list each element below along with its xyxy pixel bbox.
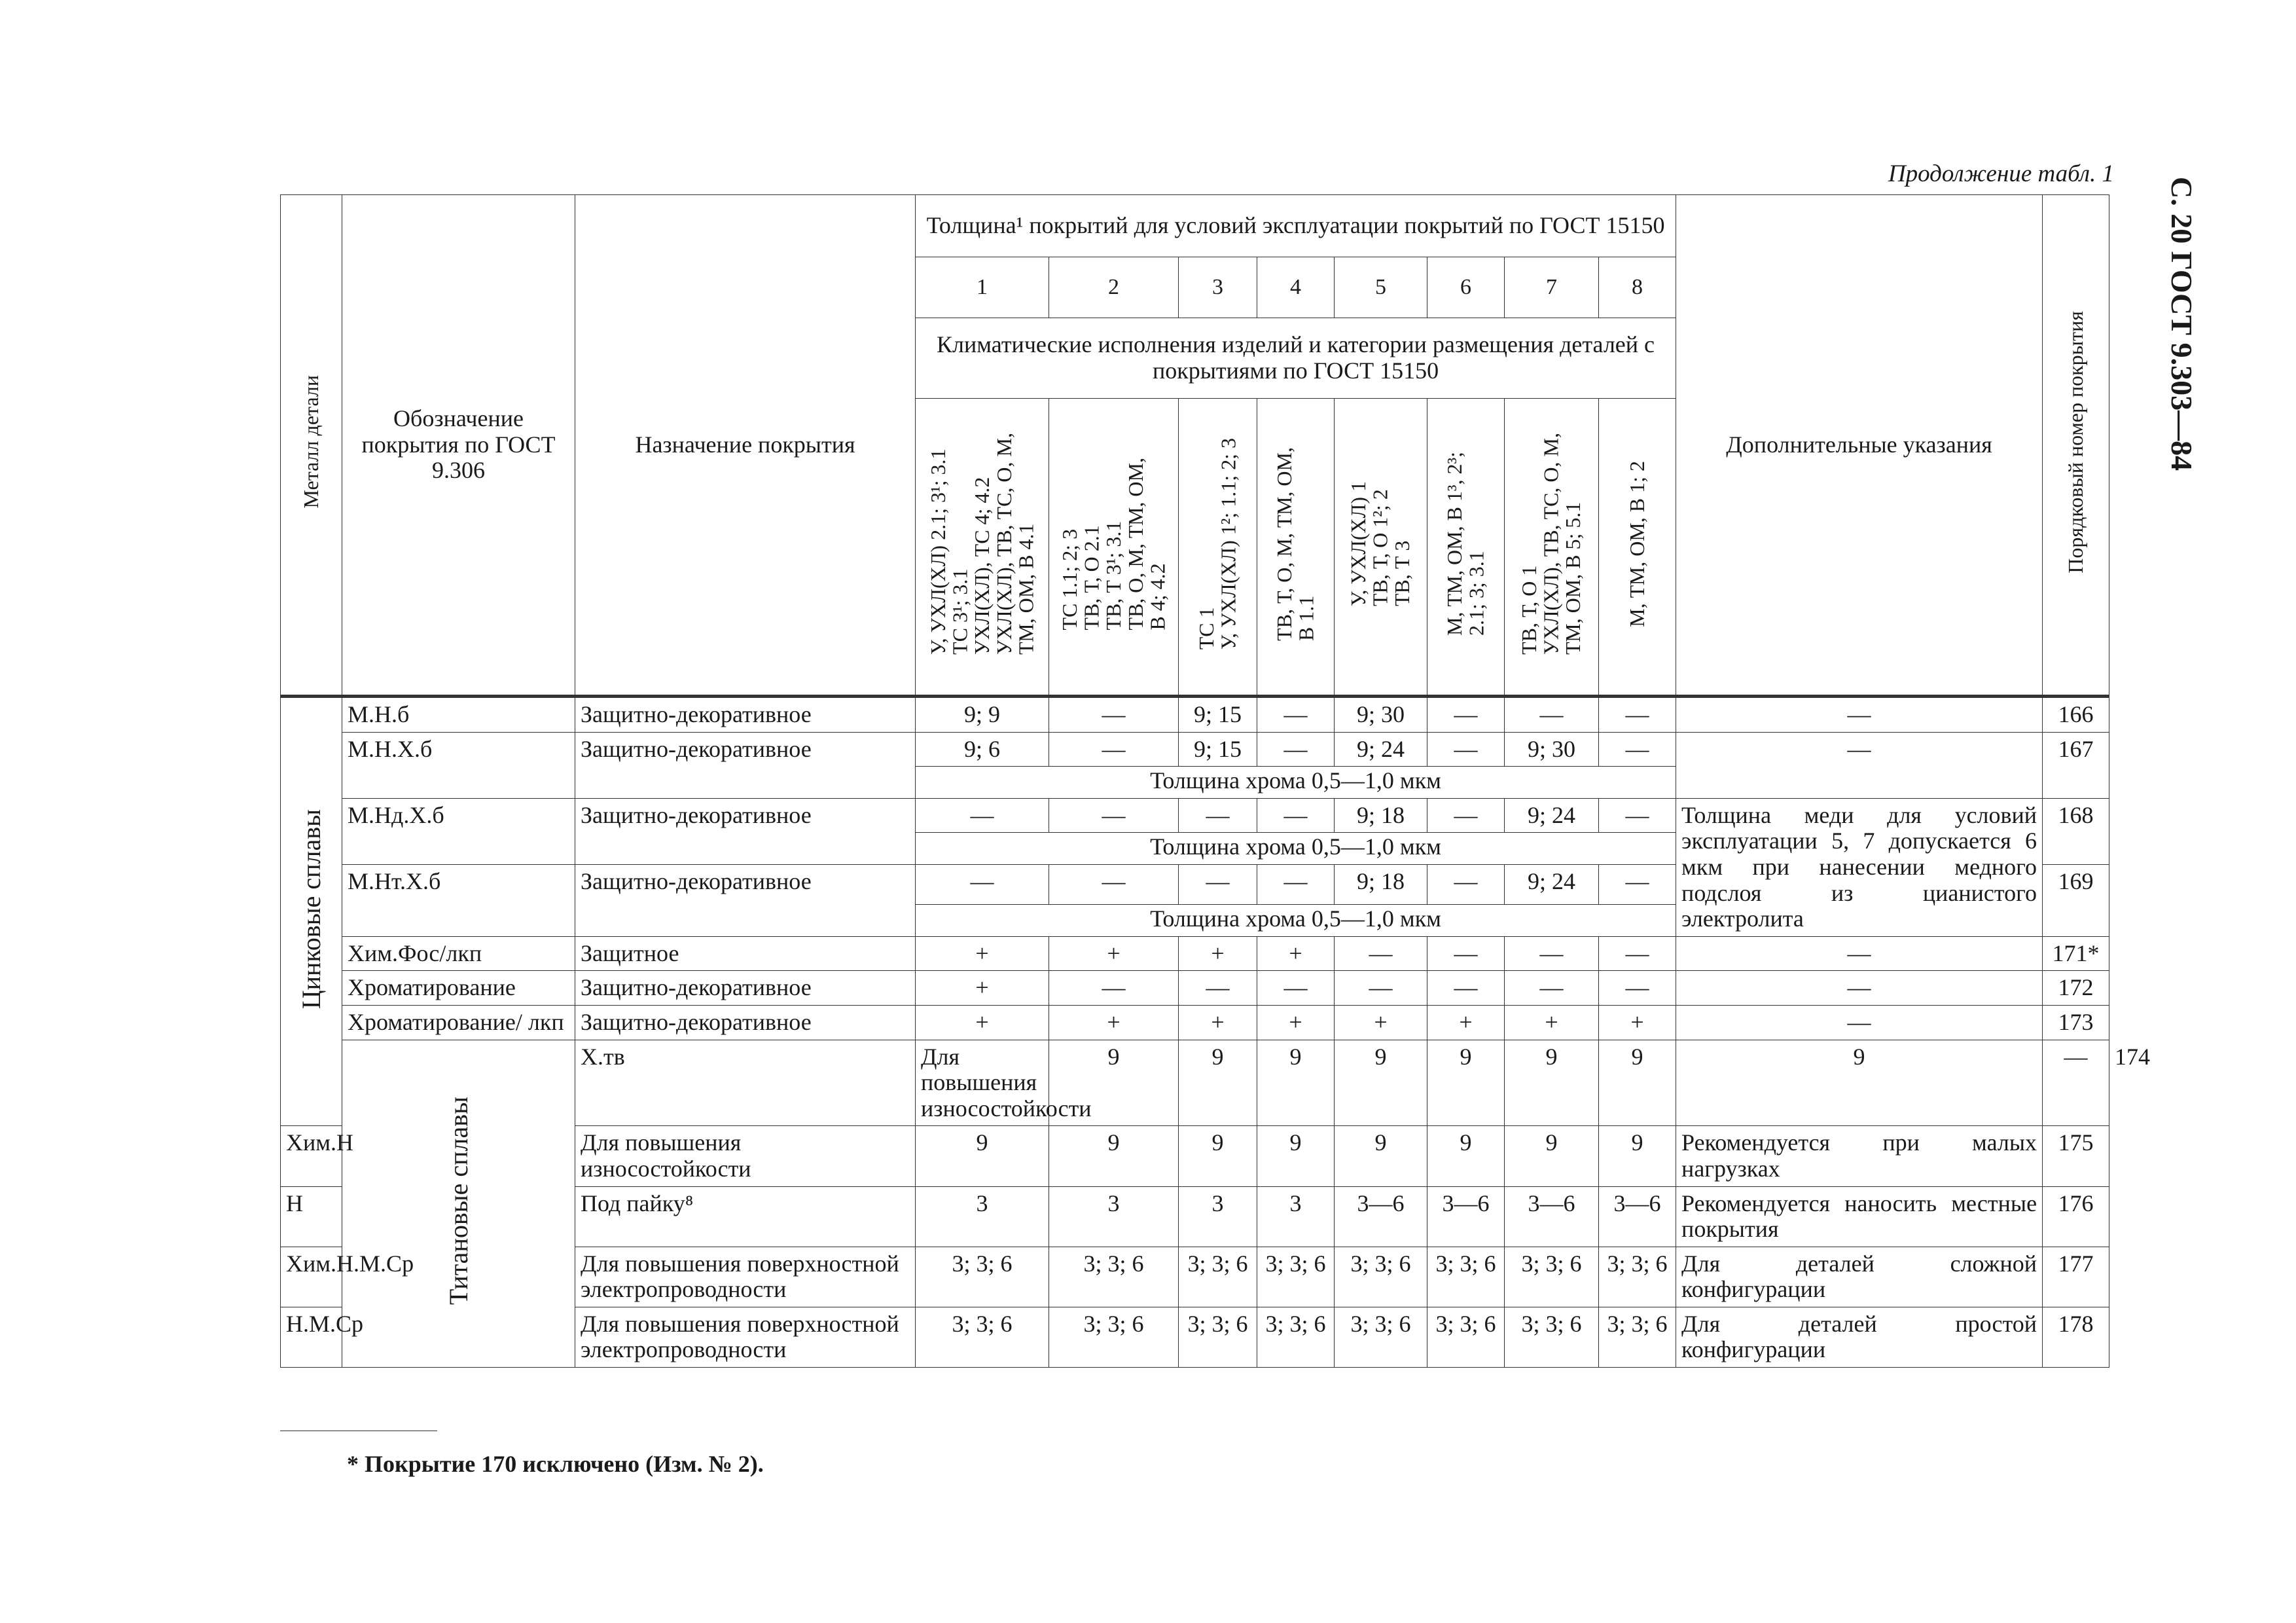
row-value: 3; 3; 6 [1049,1307,1179,1367]
row-value: 9 [1335,1040,1427,1126]
row-value: 9; 24 [1335,732,1427,767]
row-value: 9; 9 [916,697,1049,733]
row-notes: — [1676,1005,2043,1040]
row-value: — [1599,798,1676,833]
row-designation: Х.тв [575,1040,916,1126]
table-row [281,936,2109,971]
row-designation: М.Нд.Х.б [342,798,575,864]
row-notes: — [1676,936,2043,971]
condition-8: 8 [1599,257,1676,318]
header-thickness-group: Толщина¹ покрытий для условий эксплуатации покрытий по ГОСТ 15150 [916,195,1676,257]
table-row [281,798,2109,833]
row-value: — [1257,732,1335,767]
row-value: 3—6 [1335,1186,1427,1247]
row-value: 9; 15 [1179,697,1257,733]
row-value: 9; 24 [1505,798,1599,833]
row-value: 3; 3; 6 [1179,1247,1257,1307]
row-number: 169 [2043,864,2109,936]
row-value: 3; 3; 6 [1599,1307,1676,1367]
row-value: 3 [1179,1186,1257,1247]
row-notes: — [2043,1040,2109,1126]
row-value: 9 [1427,1126,1505,1186]
row-purpose: Защитно-декоративное [575,1005,916,1040]
row-value: 3; 3; 6 [916,1247,1049,1307]
row-value: 3; 3; 6 [1049,1247,1179,1307]
header-number: Порядковый номер покрытия [2043,195,2109,697]
row-value: 3; 3; 6 [1427,1307,1505,1367]
row-value: + [1049,1005,1179,1040]
row-designation: Хроматирование [342,971,575,1006]
row-value: 9 [1257,1040,1335,1126]
row-designation: Хим.Фос/лкп [342,936,575,971]
row-value: — [1505,697,1599,733]
row-value: — [1505,936,1599,971]
row-value: — [1049,697,1179,733]
row-designation: Хим.Н [281,1126,342,1186]
row-value: — [1427,798,1505,833]
row-value: + [1599,1005,1676,1040]
row-number: 177 [2043,1247,2109,1307]
condition-4: 4 [1257,257,1335,318]
row-value: 3—6 [1427,1186,1505,1247]
row-value: 9; 24 [1505,864,1599,904]
row-value: — [1049,798,1179,833]
row-value: + [1335,1005,1427,1040]
row-value: 3; 3; 6 [1257,1247,1335,1307]
row-value: — [1427,864,1505,904]
row-value: 9; 18 [1335,864,1427,904]
row-value: 9; 15 [1179,732,1257,767]
table-row [281,732,2109,767]
row-value: + [1049,936,1179,971]
footnote: * Покрытие 170 исключено (Изм. № 2). [347,1451,764,1477]
row-value: 3 [1257,1186,1335,1247]
condition-2: 2 [1049,257,1179,318]
row-value: + [916,1005,1049,1040]
row-value: — [1257,697,1335,733]
climatic-col-5: У, УХЛ(ХЛ) 1 ТВ, Т, О 1²; 2 ТВ, Т 3 [1335,399,1427,697]
row-value: 9 [1505,1040,1599,1126]
row-value: — [1427,936,1505,971]
chrome-thickness-note: Толщина хрома 0,5—1,0 мкм [916,905,1676,937]
row-value: 9; 6 [916,732,1049,767]
row-value: — [1179,864,1257,904]
row-value: + [1257,1005,1335,1040]
row-purpose: Защитное [575,936,916,971]
header-designation: Обозначение покрытия по ГОСТ 9.306 [342,195,575,697]
row-value: + [1427,1005,1505,1040]
row-value: — [916,864,1049,904]
row-value: + [916,936,1049,971]
row-designation: Н.М.Ср [281,1307,342,1367]
condition-5: 5 [1335,257,1427,318]
row-purpose: Для повышения износостойкости [575,1126,916,1186]
group-zinc: Цинковые сплавы [281,697,342,1126]
row-value: 9 [1049,1040,1179,1126]
row-value: 9; 18 [1335,798,1427,833]
table-continuation-label: Продолжение табл. 1 [1888,160,2114,187]
row-value: — [1427,697,1505,733]
row-value: + [1257,936,1335,971]
chrome-thickness-note: Толщина хрома 0,5—1,0 мкм [916,767,1676,799]
table-row: Титановые сплавы Х.тв Для повышения износостойкости 9 9 9 9 9 9 9 9 — 174 [281,1040,2109,1126]
row-value: — [1049,864,1179,904]
row-value: — [1335,971,1427,1006]
row-notes: Для деталей сложной конфигурации [1676,1247,2043,1307]
table-row [281,1005,2109,1040]
row-value: 3; 3; 6 [1505,1247,1599,1307]
row-notes: — [1676,697,2043,733]
row-value: 9 [1335,1126,1427,1186]
row-value: — [1505,971,1599,1006]
row-purpose: Защитно-декоративное [575,864,916,936]
row-value: 9 [1599,1040,1676,1126]
climatic-col-2: ТС 1.1; 2; 3 ТВ, Т, О 2.1 ТВ, Т 3¹; 3.1 ТВ, О, М, ТМ, ОМ, В 4; 4.2 [1049,399,1179,697]
row-value: — [1179,971,1257,1006]
group-titanium: Титановые сплавы [342,1040,575,1368]
row-number: 166 [2043,697,2109,733]
row-value: 3; 3; 6 [1427,1247,1505,1307]
header-purpose: Назначение покрытия [575,195,916,697]
row-designation: Н [281,1186,342,1247]
row-purpose: Защитно-декоративное [575,971,916,1006]
row-purpose: Для повышения поверхностной электропроводности [575,1247,916,1307]
row-value: — [1599,936,1676,971]
row-value: — [1427,732,1505,767]
header-notes: Дополнительные указания [1676,195,2043,697]
condition-7: 7 [1505,257,1599,318]
row-number: 171* [2043,936,2109,971]
climatic-col-7: ТВ, Т, О 1 УХЛ(ХЛ), ТВ, ТС, О, М, ТМ, ОМ, В 5; 5.1 [1505,399,1599,697]
climatic-col-6: М, ТМ, ОМ, В 1³, 2³; 2.1; 3; 3.1 [1427,399,1505,697]
row-designation: Хроматирование/ лкп [342,1005,575,1040]
row-value: — [1257,798,1335,833]
row-value: + [1179,936,1257,971]
row-value: 3; 3; 6 [1179,1307,1257,1367]
condition-3: 3 [1179,257,1257,318]
row-value: 3; 3; 6 [1335,1307,1427,1367]
row-value: 3; 3; 6 [1257,1307,1335,1367]
header-metal: Металл детали [281,195,342,697]
row-value: — [1599,697,1676,733]
row-value: — [1599,864,1676,904]
row-value: 9 [1049,1126,1179,1186]
row-value: 9 [1676,1040,2043,1126]
row-number: 167 [2043,732,2109,798]
row-value: 9; 30 [1335,697,1427,733]
row-number: 168 [2043,798,2109,864]
copper-thickness-note: Толщина меди для условий эксплуатации 5, 7 допускается 6 мкм при нанесении медного подслоя из цианистого электролита [1676,798,2043,936]
row-value: + [1179,1005,1257,1040]
row-value: — [1257,971,1335,1006]
row-value: — [1049,732,1179,767]
row-value: 9 [1179,1126,1257,1186]
row-value: 9 [1505,1126,1599,1186]
row-number: 173 [2043,1005,2109,1040]
running-head: С. 20 ГОСТ 9.303—84 [2165,177,2198,471]
chrome-thickness-note: Толщина хрома 0,5—1,0 мкм [916,833,1676,865]
row-number: 178 [2043,1307,2109,1367]
row-number: 176 [2043,1186,2109,1247]
header-climatic: Климатические исполнения изделий и категории размещения деталей с покрытиями по ГОСТ 15150 [916,318,1676,399]
climatic-col-4: ТВ, Т, О, М, ТМ, ОМ, В 1.1 [1257,399,1335,697]
row-value: 3—6 [1505,1186,1599,1247]
row-purpose: Защитно-декоративное [575,732,916,798]
table-row [281,697,2109,733]
row-value: — [1257,864,1335,904]
row-purpose: Защитно-декоративное [575,697,916,733]
row-designation: М.Нт.Х.б [342,864,575,936]
row-value: — [1179,798,1257,833]
row-value: 3; 3; 6 [916,1307,1049,1367]
row-designation: Хим.Н.М.Ср [281,1247,342,1307]
row-value: 3 [1049,1186,1179,1247]
climatic-col-8: М, ТМ, ОМ, В 1; 2 [1599,399,1676,697]
coating-table [280,194,2151,1368]
row-purpose: Под пайку⁸ [575,1186,916,1247]
condition-1: 1 [916,257,1049,318]
row-designation: М.Н.б [342,697,575,733]
climatic-col-3: ТС 1 У, УХЛ(ХЛ) 1²; 1.1; 2; 3 [1179,399,1257,697]
row-value: — [1599,971,1676,1006]
climatic-col-1: У, УХЛ(ХЛ) 2.1; 3¹; 3.1 ТС 3¹; 3.1 УХЛ(ХЛ), ТС 4; 4.2 УХЛ(ХЛ), ТВ, ТС, О, М, ТМ, ОМ, В 4.1 [916,399,1049,697]
row-value: — [1599,732,1676,767]
row-value: 3 [916,1186,1049,1247]
row-purpose: Для повышения износостойкости [916,1040,1049,1126]
row-value: 9; 30 [1505,732,1599,767]
row-value: 3—6 [1599,1186,1676,1247]
row-number: 172 [2043,971,2109,1006]
row-value: 9 [1257,1126,1335,1186]
row-value: + [916,971,1049,1006]
row-purpose: Защитно-декоративное [575,798,916,864]
row-notes: Для деталей простой конфигурации [1676,1307,2043,1367]
condition-6: 6 [1427,257,1505,318]
row-value: 3; 3; 6 [1599,1247,1676,1307]
row-value: + [1505,1005,1599,1040]
row-value: 3; 3; 6 [1335,1247,1427,1307]
row-notes: — [1676,732,2043,798]
row-value: 9 [1599,1126,1676,1186]
row-number: 175 [2043,1126,2109,1186]
row-notes: — [1676,971,2043,1006]
row-value: — [1427,971,1505,1006]
row-value: — [1049,971,1179,1006]
row-value: 3; 3; 6 [1505,1307,1599,1367]
row-purpose: Для повышения поверхностной электропроводности [575,1307,916,1367]
row-value: — [916,798,1049,833]
table-row [281,971,2109,1006]
row-notes: Рекомендуется наносить местные покрытия [1676,1186,2043,1247]
row-value: 9 [1179,1040,1257,1126]
row-value: 9 [1427,1040,1505,1126]
row-notes: Рекомендуется при малых нагрузках [1676,1126,2043,1186]
row-value: — [1335,936,1427,971]
row-value: 9 [916,1126,1049,1186]
row-designation: М.Н.Х.б [342,732,575,798]
